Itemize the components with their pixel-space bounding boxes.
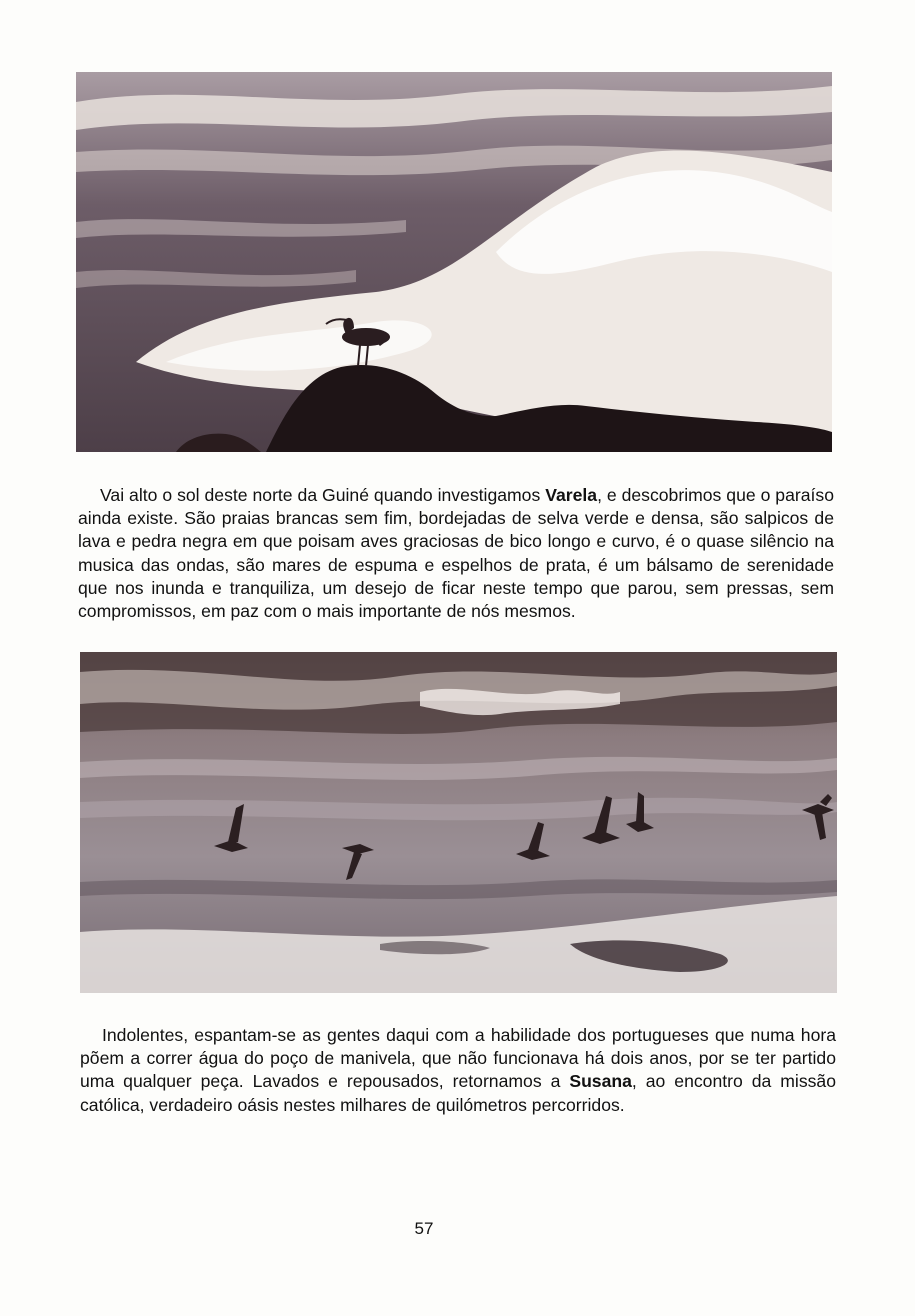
paragraph-varela-text-end: , e descobrimos que o paraíso ainda existe. São praias brancas sem fim, bordejadas de selva verde e densa, são salpicos de lava e pedra negra em que poisam aves graciosas de bico longo e curvo, é o quase silêncio na musica das ondas, são mares de espuma e espelhos de prata, é um bálsamo de serenidade que nos inunda e tranquiliza, um desejo de ficar neste tempo que parou, sem pressas, sem compromissos, em paz com o mais importante de nós mesmos.: [78, 485, 834, 622]
photo-bird-on-rock-image: [76, 72, 832, 452]
photo-birds-in-flight: [80, 652, 837, 993]
place-name-varela: Varela: [545, 485, 598, 505]
page-number: 57: [414, 1219, 434, 1238]
paragraph-susana-text-start: Indolentes, espantam-se as gentes daqui com a habilidade dos portugueses que numa hora põem a correr água do poço de manivela, que não funcionava há dois anos, por se ter partido uma qualquer peça. Lavados e repousados, retornamos a: [80, 1025, 836, 1092]
place-name-susana: Susana: [569, 1071, 632, 1092]
paragraph-susana: [80, 1024, 836, 1117]
paragraph-susana-text-end: , ao encontro da missão católica, verdadeiro oásis nestes milhares de quilómetros percorridos.: [80, 1071, 836, 1115]
paragraph-varela: [78, 484, 834, 623]
photo-bird-on-rock: [76, 72, 832, 452]
photo-birds-in-flight-image: [80, 652, 837, 993]
paragraph-varela-text-start: Vai alto o sol deste norte da Guiné quando investigamos: [100, 485, 546, 505]
